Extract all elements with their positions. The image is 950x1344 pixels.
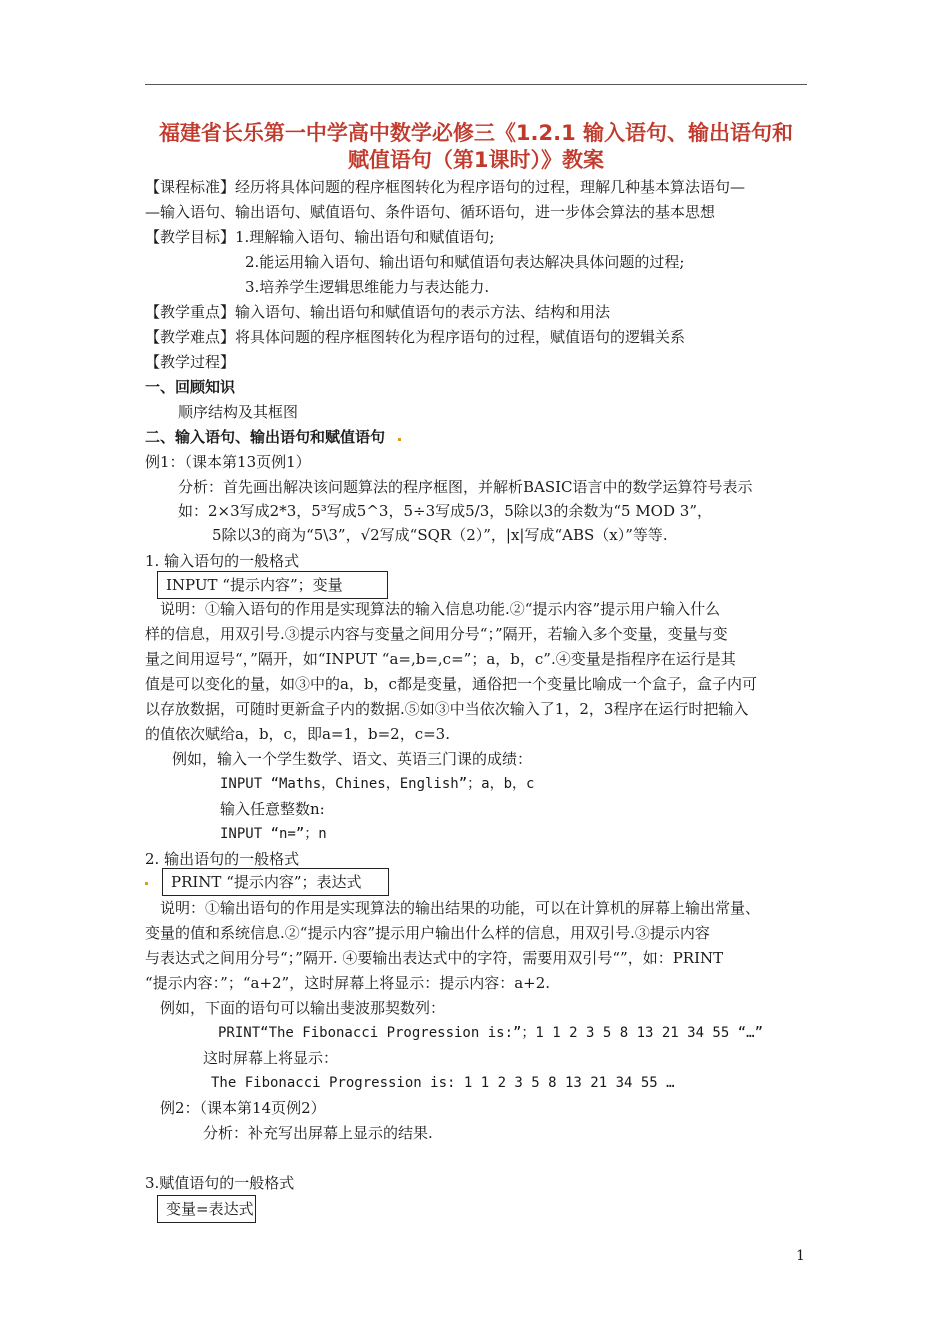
- course-standard-line1: 【课程标准】经历将具体问题的程序框图转化为程序语句的过程，理解几种基本算法语句—: [145, 178, 746, 196]
- stray-mark: [398, 438, 401, 441]
- input-desc-line4: 值是可以变化的量，如③中的a，b，c都是变量，通俗把一个变量比喻成一个盒子，盒子内可: [145, 675, 757, 693]
- output-example-note: 这时屏幕上将显示：: [203, 1049, 339, 1067]
- teaching-key-points: 【教学重点】输入语句、输出语句和赋值语句的表示方法、结构和用法: [145, 303, 611, 321]
- output-desc-line3: 与表达式之间用分号“；”隔开. ④要输出表达式中的字符，需要用双引号“”，如：PRINT: [145, 949, 724, 967]
- section2-heading: 二、输入语句、输出语句和赋值语句: [145, 428, 386, 446]
- output-example-intro: 例如，下面的语句可以输出斐波那契数列：: [160, 999, 446, 1017]
- output-example-code: PRINT“The Fibonacci Progression is:”；1 1 2 3 5 8 13 21 34 55 “…”: [218, 1025, 764, 1041]
- example2-analysis: 分析：补充写出屏幕上显示的结果.: [203, 1124, 433, 1142]
- stray-mark: [145, 882, 148, 885]
- section1-heading: 一、回顾知识: [145, 378, 236, 396]
- document-title-line1: 福建省长乐第一中学高中数学必修三《1.2.1 输入语句、输出语句和: [158, 121, 794, 145]
- input-desc-line3: 量之间用逗号“，”隔开，如“INPUT “a=,b=,c=”；a，b，c”.④变量是指程序在运行是其: [145, 650, 736, 668]
- output-desc-line2: 变量的值和系统信息.②“提示内容”提示用户输出什么样的信息，用双引号.③提示内容: [145, 924, 710, 942]
- input-desc-line1: 说明：①输入语句的作用是实现算法的输入信息功能.②“提示内容”提示用户输入什么: [160, 600, 721, 618]
- example1-label: 例1：（课本第13页例1）: [145, 453, 311, 471]
- example1-analysis-line3: 5除以3的商为“5\3”，√2写成“SQR（2）”，|x|写成“ABS（x）”等等.: [212, 526, 668, 544]
- output-example-result: The Fibonacci Progression is: 1 1 2 3 5 8 13 21 34 55 …: [211, 1075, 675, 1091]
- input-heading: 1. 输入语句的一般格式: [145, 552, 300, 570]
- input-example-code2: INPUT “n=”；n: [220, 826, 327, 842]
- teaching-process-label: 【教学过程】: [145, 353, 236, 371]
- teaching-difficulty: 【教学难点】将具体问题的程序框图转化为程序语句的过程，赋值语句的逻辑关系: [145, 328, 686, 346]
- teaching-goal-1: 【教学目标】1.理解输入语句、输出语句和赋值语句;: [145, 228, 495, 246]
- output-heading: 2. 输出语句的一般格式: [145, 850, 300, 868]
- assign-heading: 3.赋值语句的一般格式: [145, 1174, 295, 1192]
- example1-analysis-line2: 如：2×3写成2*3，5³写成5^3，5÷3写成5/3，5除以3的余数为“5 MOD 3”，: [178, 502, 712, 520]
- input-example-code1: INPUT “Maths，Chines，English”；a，b，c: [220, 776, 535, 792]
- input-example-text2: 输入任意整数n:: [220, 800, 325, 818]
- teaching-goal-2: 2.能运用输入语句、输出语句和赋值语句表达解决具体问题的过程;: [245, 253, 685, 271]
- output-desc-line4: “提示内容：”；“a+2”，这时屏幕上将显示：提示内容：a+2.: [145, 974, 551, 992]
- course-standard-line2: —输入语句、输出语句、赋值语句、条件语句、循环语句，进一步体会算法的基本思想: [145, 203, 716, 221]
- input-desc-line5: 以存放数据，可随时更新盒子内的数据.⑤如③中当依次输入了1，2，3程序在运行时把输入: [145, 700, 749, 718]
- input-desc-line6: 的值依次赋给a，b，c，即a=1，b=2，c=3.: [145, 725, 450, 743]
- input-format-box: INPUT “提示内容”；变量: [157, 571, 388, 599]
- input-example-intro: 例如，输入一个学生数学、语文、英语三门课的成绩：: [172, 750, 533, 768]
- output-desc-line1: 说明：①输出语句的作用是实现算法的输出结果的功能，可以在计算机的屏幕上输出常量、: [160, 899, 761, 917]
- teaching-goal-3: 3.培养学生逻辑思维能力与表达能力.: [245, 278, 490, 296]
- input-desc-line2: 样的信息，用双引号.③提示内容与变量之间用分号“；”隔开，若输入多个变量，变量与变: [145, 625, 728, 643]
- assign-format-box: 变量=表达式: [157, 1195, 256, 1223]
- section1-text: 顺序结构及其框图: [178, 403, 299, 421]
- page-number: 1: [796, 1248, 805, 1264]
- example1-analysis-line1: 分析：首先画出解决该问题算法的程序框图，并解析BASIC语言中的数学运算符号表示: [178, 478, 753, 496]
- document-title-line2: 赋值语句（第1课时）》教案: [347, 148, 605, 172]
- header-rule: [145, 84, 807, 85]
- output-format-box: PRINT “提示内容”；表达式: [162, 868, 389, 896]
- example2-label: 例2：（课本第14页例2）: [160, 1099, 326, 1117]
